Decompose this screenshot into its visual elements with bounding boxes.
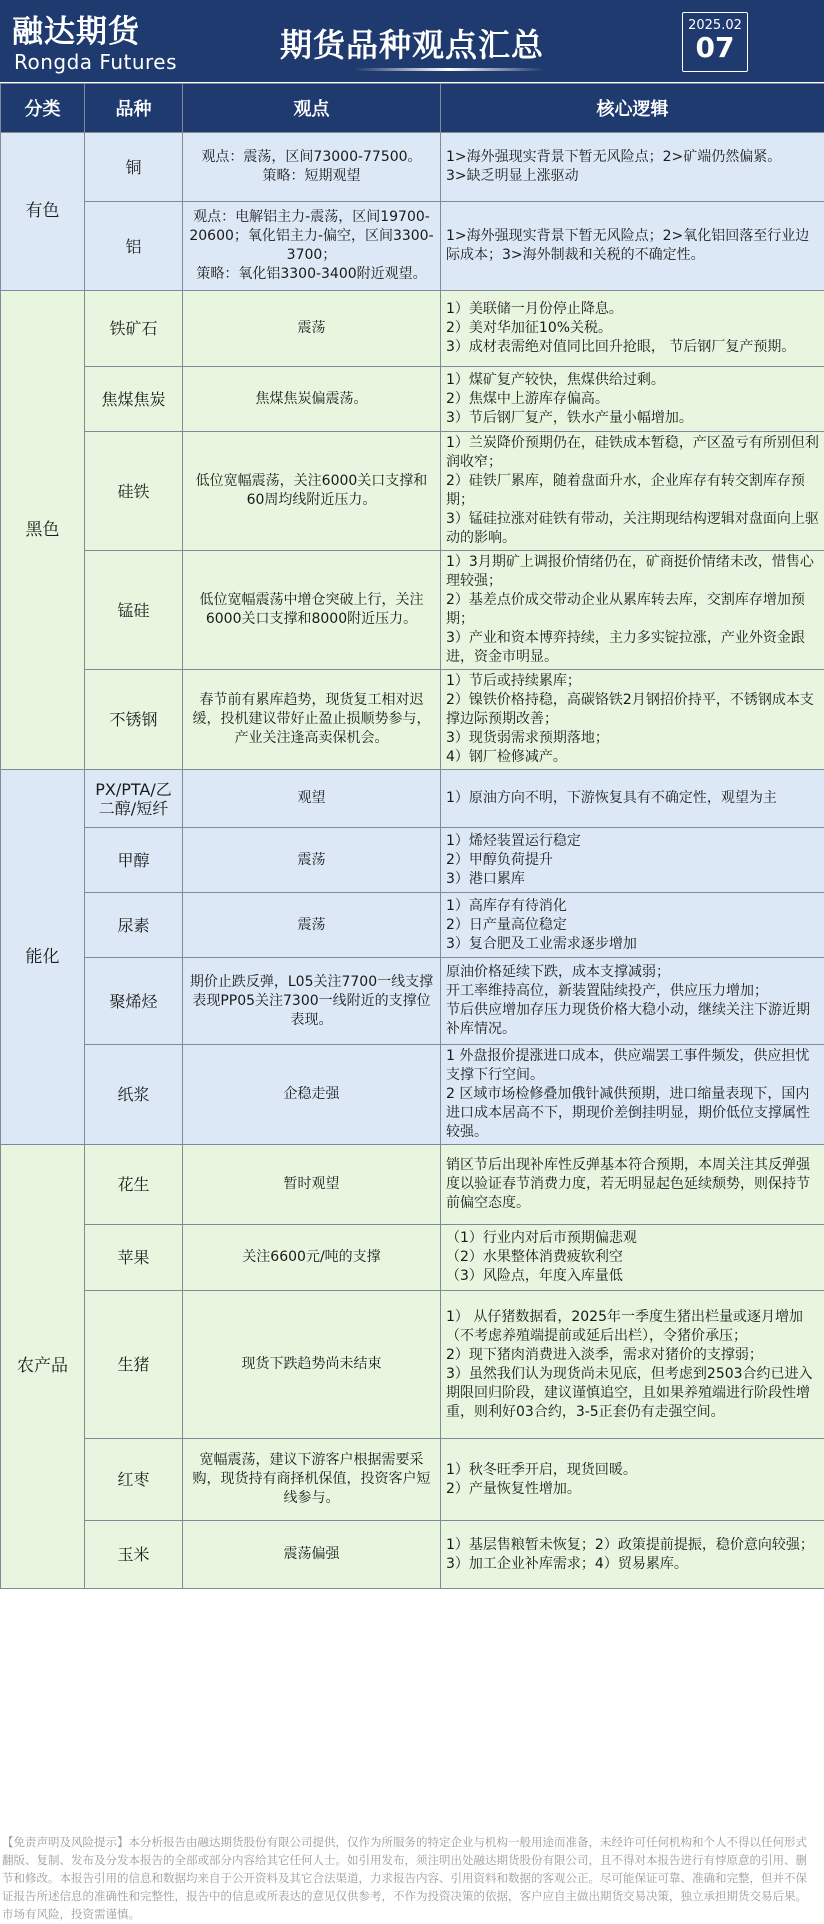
variety-cell: 铝 bbox=[85, 202, 183, 291]
logic-cell: 1>海外强现实背景下暂无风险点；2>矿端仍然偏紧。 3>缺乏明显上涨驱动 bbox=[441, 133, 824, 202]
logo-chinese: 融达期货 bbox=[12, 14, 140, 50]
report-header bbox=[0, 0, 824, 82]
view-cell: 企稳走强 bbox=[183, 1045, 441, 1145]
variety-cell: 铜 bbox=[85, 133, 183, 202]
report-title: 期货品种观点汇总 bbox=[279, 26, 544, 64]
variety-cell: 玉米 bbox=[85, 1521, 183, 1589]
variety-cell: 纸浆 bbox=[85, 1045, 183, 1145]
variety-cell: 焦煤焦炭 bbox=[85, 367, 183, 432]
logic-cell: 1）3月期矿上调报价情绪仍在，矿商挺价情绪未改，惜售心理较强； 2）基差点价成交带动企业从累库转去库，交割库存增加预期； 3）产业和资本博弈持续，主力多实锭拉涨，产业外资金跟进，资金市明显。 bbox=[441, 551, 824, 670]
table-row bbox=[1, 1045, 824, 1145]
view-cell: 低位宽幅震荡，关注6000关口支撑和60周均线附近压力。 bbox=[183, 432, 441, 551]
variety-cell: PX/PTA/乙二醇/短纤 bbox=[85, 770, 183, 828]
view-cell: 关注6600元/吨的支撑 bbox=[183, 1225, 441, 1291]
variety-cell: 甲醇 bbox=[85, 828, 183, 893]
header-view: 观点 bbox=[183, 84, 441, 133]
date-year-month: 2025.02 bbox=[688, 18, 742, 33]
table-body bbox=[1, 133, 824, 1589]
variety-cell: 红枣 bbox=[85, 1439, 183, 1521]
variety-cell: 尿素 bbox=[85, 893, 183, 958]
view-cell: 震荡 bbox=[183, 828, 441, 893]
views-table bbox=[0, 83, 824, 1589]
table-row bbox=[1, 133, 824, 202]
disclaimer: 【免责声明及风险提示】本分析报告由融达期货股份有限公司提供，仅作为所服务的特定企业与机构一般用途而准备，未经许可任何机构和个人不得以任何形式翻版、复制、发布及分发本报告的全部或部分内容给其它任何人士。如引用发布，须注明出处融达期货股份有限公司，且不得对本报告进行有悖原意的引用、删节和修改。本报告引用的信息和数据均来自于公开资料及其它合法渠道，力求报告内容、引用资料和数据的客观公正。尽可能保证可靠、准确和完整，但并不保证报告所述信息的准确性和完整性，报告中的信息或所表达的意见仅供参考，不作为投资决策的依据，客户应自主做出期货交易决策，独立承担期货交易后果。市场有风险，投资需谨慎。 bbox=[2, 1835, 807, 1921]
view-cell: 震荡 bbox=[183, 291, 441, 367]
logic-cell: 原油价格延续下跌，成本支撑减弱； 开工率维持高位，新装置陆续投产，供应压力增加； 节后供应增加存压力现货价格大稳小动，继续关注下游近期补库情况。 bbox=[441, 958, 824, 1045]
logic-cell: 1）烯烃装置运行稳定 2）甲醇负荷提升 3）港口累库 bbox=[441, 828, 824, 893]
logic-cell: 1）高库存有待消化 2）日产量高位稳定 3）复合肥及工业需求逐步增加 bbox=[441, 893, 824, 958]
table-row bbox=[1, 893, 824, 958]
table-row bbox=[1, 432, 824, 551]
table-row bbox=[1, 828, 824, 893]
header-category: 分类 bbox=[1, 84, 85, 133]
table-row bbox=[1, 1225, 824, 1291]
view-cell: 现货下跌趋势尚未结束 bbox=[183, 1291, 441, 1439]
view-cell: 期价止跌反弹，L05关注7700一线支撑表现PP05关注7300一线附近的支撑位表现。 bbox=[183, 958, 441, 1045]
logo-english: Rongda Futures bbox=[14, 50, 178, 74]
logic-cell: 1） 从仔猪数据看，2025年一季度生猪出栏量或逐月增加（不考虑养殖端提前或延后出栏），令猪价承压； 2）现下猪肉消费进入淡季，需求对猪价的支撑弱； 3）虽然我们认为现货尚未见底，但考虑到2503合约已进入期限回归阶段，建议谨慎追空，且如果养殖端进行阶段性增重，则利好03合约，3-5正套仍有走强空间。 bbox=[441, 1291, 824, 1439]
logic-cell: 1 外盘报价提涨进口成本，供应端罢工事件频发，供应担忧支撑下行空间。 2 区域市场检修叠加俄针减供预期，进口缩量表现下，国内进口成本居高不下，期现价差倒挂明显，期价低位支撑属性较强。 bbox=[441, 1045, 824, 1145]
logic-cell: 1）煤矿复产较快，焦煤供给过剩。 2）焦煤中上游库存偏高。 3）节后钢厂复产，铁水产量小幅增加。 bbox=[441, 367, 824, 432]
variety-cell: 花生 bbox=[85, 1145, 183, 1225]
table-row bbox=[1, 1439, 824, 1521]
variety-cell: 锰硅 bbox=[85, 551, 183, 670]
table-row bbox=[1, 291, 824, 367]
logic-cell: 1>海外强现实背景下暂无风险点；2>氧化铝回落至行业边际成本；3>海外制裁和关税的不确定性。 bbox=[441, 202, 824, 291]
logic-cell: 1）原油方向不明，下游恢复具有不确定性，观望为主 bbox=[441, 770, 824, 828]
variety-cell: 生猪 bbox=[85, 1291, 183, 1439]
category-cell: 黑色 bbox=[1, 291, 85, 770]
title-underline bbox=[354, 68, 544, 71]
logic-cell: 1）节后或持续累库； 2）镍铁价格持稳，高碳铬铁2月钢招价持平，不锈钢成本支撑边际预期改善； 3）现货弱需求预期落地； 4）钢厂检修减产。 bbox=[441, 670, 824, 770]
view-cell: 春节前有累库趋势，现货复工相对迟缓，投机建议带好止盈止损顺势参与，产业关注逢高卖保机会。 bbox=[183, 670, 441, 770]
table-row bbox=[1, 958, 824, 1045]
date-box bbox=[682, 12, 748, 72]
variety-cell: 硅铁 bbox=[85, 432, 183, 551]
table-row bbox=[1, 770, 824, 828]
view-cell: 低位宽幅震荡中增仓突破上行，关注6000关口支撑和8000附近压力。 bbox=[183, 551, 441, 670]
table-header-row bbox=[1, 84, 824, 133]
view-cell: 观点：电解铝主力-震荡，区间19700-20600；氧化铝主力-偏空，区间3300-3700； 策略：氧化铝3300-3400附近观望。 bbox=[183, 202, 441, 291]
header-logic: 核心逻辑 bbox=[441, 84, 824, 133]
category-cell: 能化 bbox=[1, 770, 85, 1145]
table-row bbox=[1, 1521, 824, 1589]
view-cell: 暂时观望 bbox=[183, 1145, 441, 1225]
variety-cell: 铁矿石 bbox=[85, 291, 183, 367]
category-cell: 有色 bbox=[1, 133, 85, 291]
view-cell: 震荡 bbox=[183, 893, 441, 958]
table-row bbox=[1, 1291, 824, 1439]
date-day: 07 bbox=[695, 31, 735, 64]
table-row bbox=[1, 670, 824, 770]
view-cell: 宽幅震荡，建议下游客户根据需要采购，现货持有商择机保值，投资客户短线参与。 bbox=[183, 1439, 441, 1521]
variety-cell: 聚烯烃 bbox=[85, 958, 183, 1045]
logic-cell: 1）美联储一月份停止降息。 2）美对华加征10%关税。 3）成材表需绝对值同比回升抢眼， 节后钢厂复产预期。 bbox=[441, 291, 824, 367]
table-row bbox=[1, 367, 824, 432]
header-variety: 品种 bbox=[85, 84, 183, 133]
view-cell: 观点：震荡，区间73000-77500。 策略：短期观望 bbox=[183, 133, 441, 202]
table-row bbox=[1, 551, 824, 670]
view-cell: 焦煤焦炭偏震荡。 bbox=[183, 367, 441, 432]
view-cell: 观望 bbox=[183, 770, 441, 828]
logic-cell: 1）兰炭降价预期仍在，硅铁成本暂稳，产区盈亏有所别但利润收窄； 2）硅铁厂累库，随着盘面升水，企业库存有转交割库存预期； 3）锰硅拉涨对硅铁有带动，关注期现结构逻辑对盘面向上驱动的影响。 bbox=[441, 432, 824, 551]
category-cell: 农产品 bbox=[1, 1145, 85, 1589]
view-cell: 震荡偏强 bbox=[183, 1521, 441, 1589]
variety-cell: 不锈钢 bbox=[85, 670, 183, 770]
logic-cell: 销区节后出现补库性反弹基本符合预期，本周关注其反弹强度以验证春节消费力度，若无明显起色延续颓势，则保持节前偏空态度。 bbox=[441, 1145, 824, 1225]
logic-cell: 1）秋冬旺季开启，现货回暖。 2）产量恢复性增加。 bbox=[441, 1439, 824, 1521]
table-row bbox=[1, 202, 824, 291]
logic-cell: 1）基层售粮暂未恢复；2）政策提前提振，稳价意向较强；3）加工企业补库需求；4）贸易累库。 bbox=[441, 1521, 824, 1589]
variety-cell: 苹果 bbox=[85, 1225, 183, 1291]
table-row bbox=[1, 1145, 824, 1225]
logic-cell: （1）行业内对后市预期偏悲观 （2）水果整体消费疲软利空 （3）风险点，年度入库量低 bbox=[441, 1225, 824, 1291]
